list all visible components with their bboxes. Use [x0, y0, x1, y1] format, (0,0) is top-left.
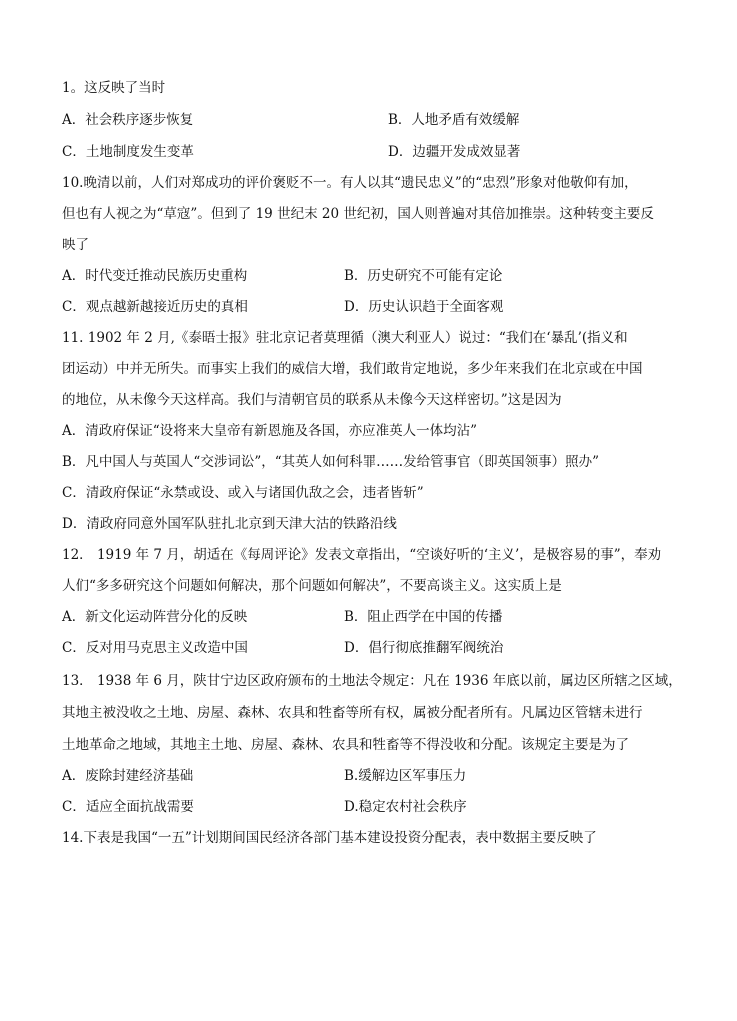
q10-option-a: A．时代变迁推动民族历史重构 [62, 268, 248, 284]
q12-stem-line: 12． 1919 年 7 月，胡适在《每周评论》发表文章指出，“空谈好听的‘主义’，是极容易的事”，奉劝 [62, 547, 662, 563]
q11-stem-line: 团运动）中并无所失。而事实上我们的威信大增，我们敢肯定地说，多少年来我们在北京或在中国 [62, 361, 643, 377]
q13-stem-line: 13． 1938 年 6 月，陕甘宁边区政府颁布的土地法令规定：凡在 1936 年底以前，属边区所辖之区域， [62, 673, 682, 689]
q10-option-d: D．历史认识趋于全面客观 [344, 299, 504, 315]
q10-stem-line: 10.晚清以前，人们对郑成功的评价褒贬不一。有人以其“遗民忠义”的“忠烈”形象对他敬仰有加， [62, 175, 638, 191]
q10-stem-line: 映了 [62, 237, 89, 253]
q12-option-d: D．倡行彻底推翻军阀统治 [344, 640, 504, 656]
q13-option-d: D.稳定农村社会秩序 [344, 799, 467, 815]
q13-option-a: A．废除封建经济基础 [62, 768, 194, 784]
q13-option-b: B.缓解边区军事压力 [344, 768, 467, 784]
q13-stem-line: 土地革命之地域，其地主土地、房屋、森林、农具和牲畜等不得没收和分配。该规定主要是为了 [62, 737, 629, 753]
q12-stem-line: 人们“多多研究这个问题如何解决，那个问题如何解决”，不要高谈主义。这实质上是 [62, 578, 562, 594]
q11-stem-line: 的地位，从未像今天这样高。我们与清朝官员的联系从未像今天这样密切。”这是因为 [62, 392, 562, 408]
q10-option-b: B．历史研究不可能有定论 [344, 268, 503, 284]
q11-stem-line: 11. 1902 年 2 月,《泰晤士报》驻北京记者莫理循（澳大利亚人）说过：“我们在‘暴乱’(指义和 [62, 330, 628, 346]
q11-option-a: A．清政府保证“设将来大皇帝有新恩施及各国，亦应准英人一体均沾” [62, 423, 478, 439]
q9-option-d: D．边疆开发成效显著 [388, 144, 521, 160]
q12-option-a: A．新文化运动阵营分化的反映 [62, 609, 248, 625]
q9-option-c: C．土地制度发生变革 [62, 144, 194, 160]
q10-stem-line: 但也有人视之为“草寇”。但到了 19 世纪末 20 世纪初，国人则普遍对其倍加推崇。这种转变主要反 [62, 206, 654, 222]
q10-option-c: C．观点越新越接近历史的真相 [62, 299, 248, 315]
q12-option-b: B．阻止西学在中国的传播 [344, 609, 503, 625]
q14-stem-line: 14.下表是我国“一五”计划期间国民经济各部门基本建设投资分配表，表中数据主要反映了 [62, 830, 597, 846]
q11-option-b: B．凡中国人与英国人“交涉词讼”，“其英人如何科罪……发给管事官（即英国领事）照办” [62, 454, 600, 470]
q11-option-c: C．清政府保证“永禁或设、或入与诸国仇敌之会，违者皆斩” [62, 485, 424, 501]
q9-option-a: A．社会秩序逐步恢复 [62, 112, 194, 128]
q9-option-b: B．人地矛盾有效缓解 [388, 112, 520, 128]
q11-option-d: D．清政府同意外国军队驻扎北京到天津大沽的铁路沿线 [62, 516, 397, 532]
q13-option-c: C．适应全面抗战需要 [62, 799, 194, 815]
q12-option-c: C．反对用马克思主义改造中国 [62, 640, 248, 656]
q9-stem: 1。这反映了当时 [62, 80, 166, 96]
q13-stem-line: 其地主被没收之土地、房屋、森林、农具和牲畜等所有权，属被分配者所有。凡属边区管辖未进行 [62, 705, 643, 721]
